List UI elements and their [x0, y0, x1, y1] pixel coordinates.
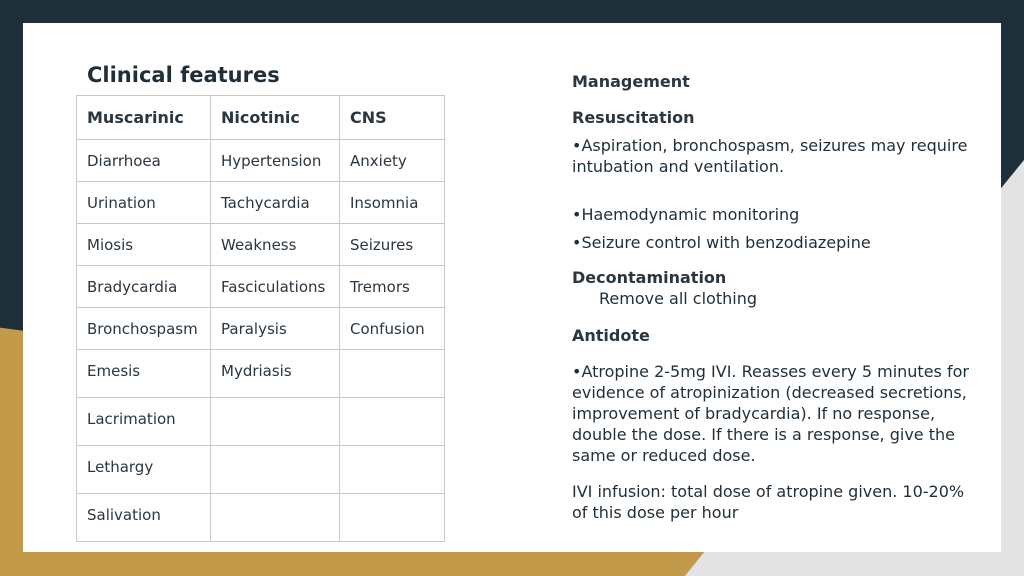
table-row: [77, 398, 445, 446]
table-cell: Confusion: [340, 308, 445, 350]
table-cell: Insomnia: [340, 182, 445, 224]
table-cell: [211, 494, 340, 542]
table-cell: [340, 446, 445, 494]
header-muscarinic: Muscarinic: [77, 96, 211, 140]
table-cell: Anxiety: [340, 140, 445, 182]
header-cns: CNS: [340, 96, 445, 140]
antidote-text: •Atropine 2-5mg IVI. Reasses every 5 minutes for evidence of atropinization (decreased secretions, improvement of bradycardia). If no response, double the dose. If there is a response, give the same or reduced dose.: [572, 362, 969, 465]
table-cell: [340, 494, 445, 542]
list-item: •Seizure control with benzodiazepine: [572, 233, 871, 252]
resuscitation-heading: Resuscitation: [572, 108, 695, 127]
table-cell: Emesis: [77, 350, 211, 398]
table-cell: Fasciculations: [211, 266, 340, 308]
table-header-row: [77, 96, 445, 140]
table-cell: Mydriasis: [211, 350, 340, 398]
header-nicotinic: Nicotinic: [211, 96, 340, 140]
clinical-features-title: Clinical features: [87, 63, 280, 87]
table-row: [77, 140, 445, 182]
table-cell: Urination: [77, 182, 211, 224]
table-cell: Hypertension: [211, 140, 340, 182]
table-row: [77, 494, 445, 542]
table-row: [77, 308, 445, 350]
table-row: [77, 224, 445, 266]
table-cell: Bradycardia: [77, 266, 211, 308]
table-cell: Salivation: [77, 494, 211, 542]
table-cell: [211, 398, 340, 446]
table-row: [77, 446, 445, 494]
infusion-text: IVI infusion: total dose of atropine given. 10-20% of this dose per hour: [572, 482, 965, 522]
table-row: [77, 266, 445, 308]
table-row: [77, 350, 445, 398]
list-item: •Aspiration, bronchospasm, seizures may require intubation and ventilation.: [572, 136, 968, 176]
list-item: •Haemodynamic monitoring: [572, 205, 800, 224]
table-cell: Seizures: [340, 224, 445, 266]
table-cell: [340, 350, 445, 398]
table-cell: Tachycardia: [211, 182, 340, 224]
antidote-heading: Antidote: [572, 326, 650, 345]
table-cell: [340, 398, 445, 446]
table-cell: Paralysis: [211, 308, 340, 350]
table-cell: Miosis: [77, 224, 211, 266]
slide: [23, 23, 1001, 552]
management-section: [572, 71, 972, 523]
table-cell: Lacrimation: [77, 398, 211, 446]
table-row: [77, 182, 445, 224]
clinical-features-table: [76, 95, 445, 542]
table-cell: Tremors: [340, 266, 445, 308]
table-cell: Diarrhoea: [77, 140, 211, 182]
management-title: Management: [572, 72, 690, 91]
table-cell: [211, 446, 340, 494]
table-cell: Weakness: [211, 224, 340, 266]
decontamination-heading: Decontamination: [572, 268, 727, 287]
decontamination-text: Remove all clothing: [599, 289, 757, 308]
table-cell: Bronchospasm: [77, 308, 211, 350]
table-cell: Lethargy: [77, 446, 211, 494]
